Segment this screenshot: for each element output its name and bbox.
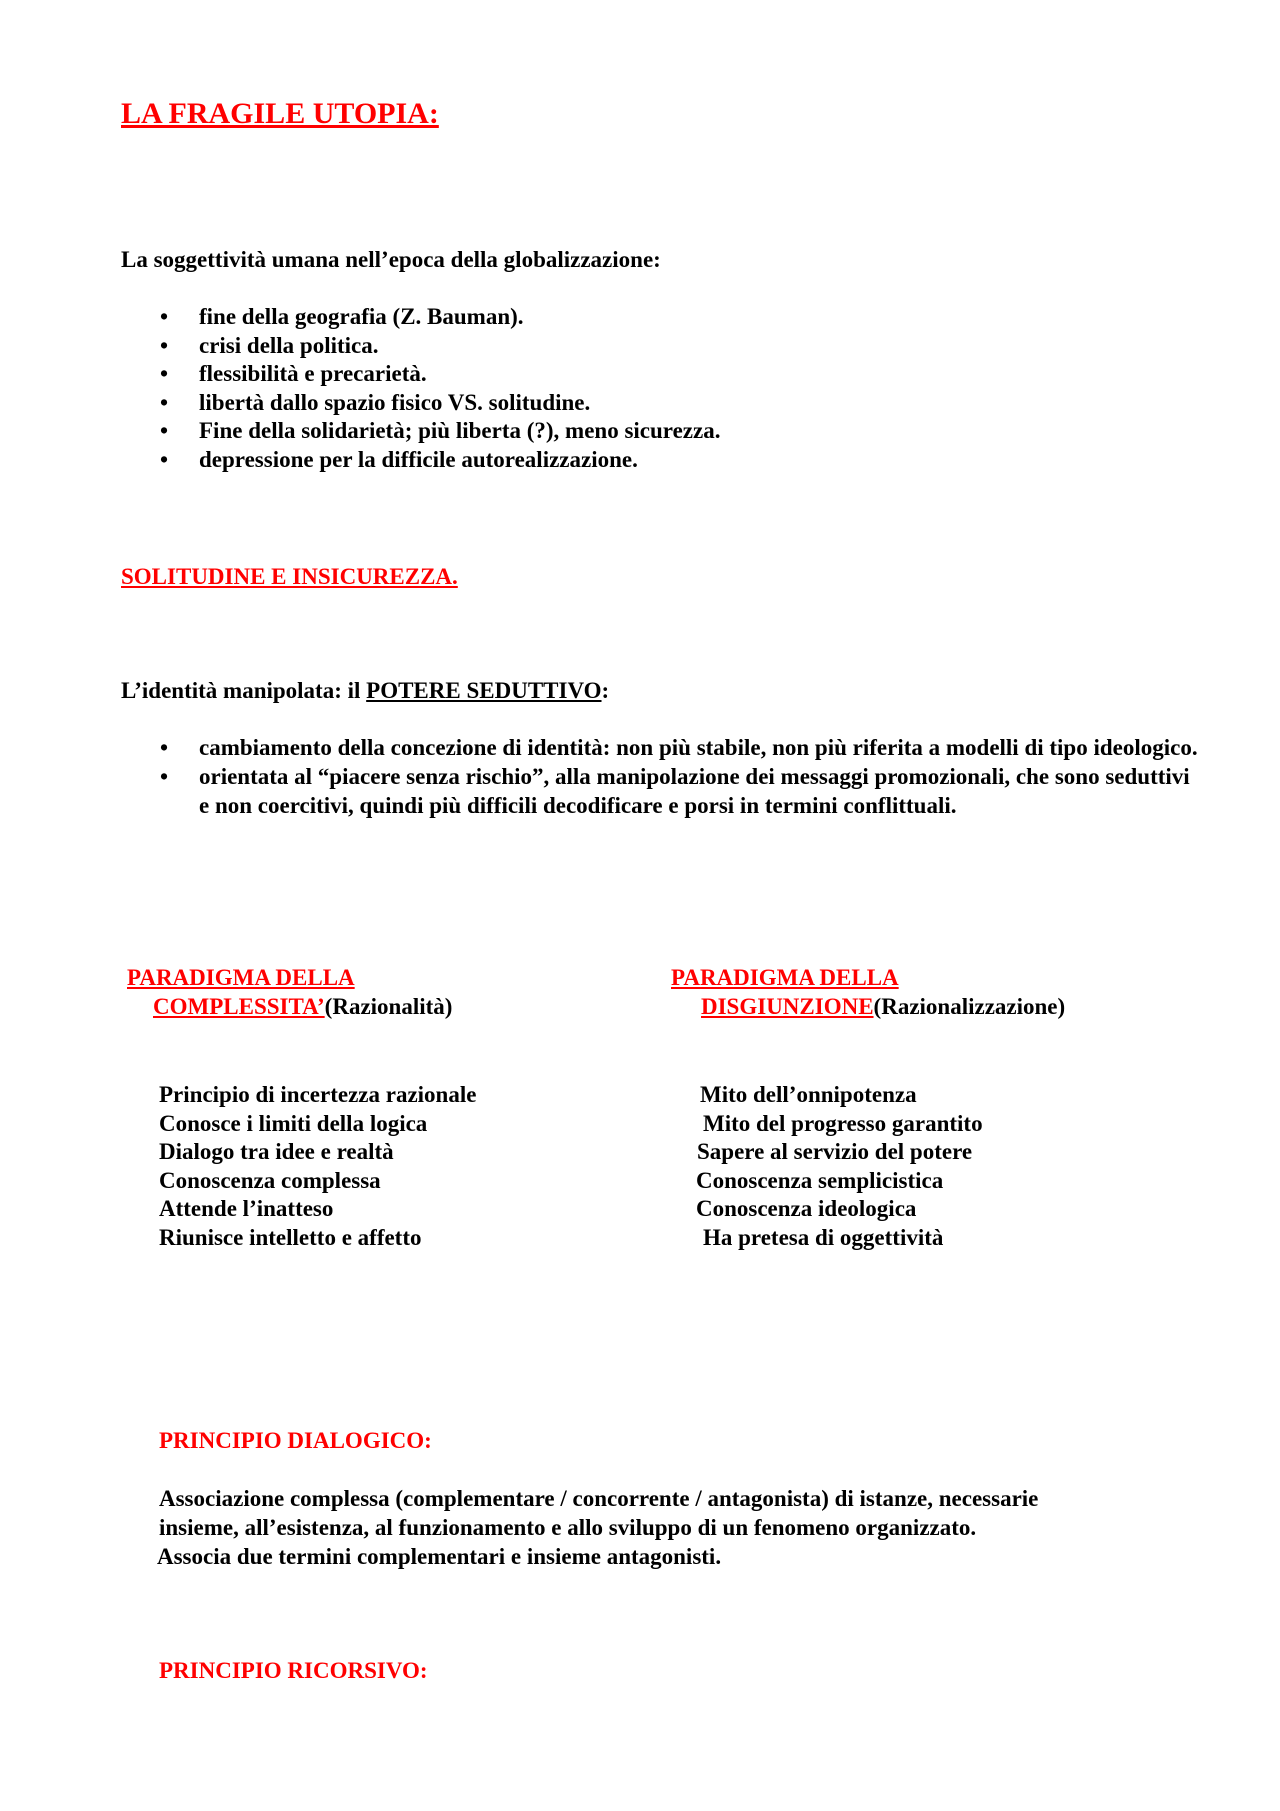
list-item: Conoscenza ideologica — [696, 1196, 917, 1222]
paradigm-right-heading-line2: DISGIUNZIONE(Razionalizzazione) — [701, 994, 1066, 1019]
paradigm-right-heading-line1: PARADIGMA DELLA — [671, 965, 899, 990]
list-item: • crisi della politica. — [160, 332, 379, 358]
principio-dialogico-heading: PRINCIPIO DIALOGICO: — [159, 1428, 432, 1453]
potere-seduttivo-term: POTERE SEDUTTIVO — [366, 678, 602, 703]
list-item: Conosce i limiti della logica — [159, 1110, 428, 1136]
list-item: Ha pretesa di oggettività — [703, 1224, 944, 1250]
list-item: Conoscenza semplicistica — [696, 1167, 944, 1193]
list-item: • fine della geografia (Z. Bauman). — [160, 304, 524, 329]
identity-list — [121, 733, 1199, 820]
principio-dialogico-text — [159, 1484, 1179, 1571]
paragraph-line: Associazione complessa (complementare / concorrente / antagonista) di istanze, necessarie — [159, 1486, 1039, 1511]
globalization-list — [121, 303, 720, 475]
list-item: • depressione per la difficile autorealizzazione. — [160, 446, 638, 472]
paradigm-left-heading-line1: PARADIGMA DELLA — [127, 965, 355, 990]
list-item: Dialogo tra idee e realtà — [159, 1139, 394, 1165]
page-title: LA FRAGILE UTOPIA: — [121, 97, 439, 130]
paragraph-line: Associa due termini complementari e insieme antagonisti. — [157, 1544, 722, 1569]
globalization-intro: La soggettività umana nell’epoca della globalizzazione: — [121, 247, 661, 272]
list-item: • Fine della solidarietà; più liberta (?), meno sicurezza. — [160, 418, 721, 444]
paradigm-right-list — [696, 1081, 983, 1253]
list-item: • cambiamento della concezione di identità: non più stabile, non più riferita a modelli di tipo ideologico. — [160, 735, 1198, 760]
list-item: • flessibilità e precarietà. — [160, 361, 427, 387]
list-item: • libertà dallo spazio fisico VS. solitudine. — [160, 389, 591, 415]
list-item: Attende l’inatteso — [159, 1196, 334, 1222]
paradigm-left-list — [159, 1081, 476, 1253]
list-item: Principio di incertezza razionale — [159, 1082, 477, 1107]
identity-intro: L’identità manipolata: il POTERE SEDUTTIVO: — [121, 678, 610, 703]
list-item: Sapere al servizio del potere — [697, 1139, 973, 1165]
list-item: Mito dell’onnipotenza — [700, 1082, 917, 1107]
list-item: Riunisce intelletto e affetto — [159, 1224, 422, 1250]
list-item: Mito del progresso garantito — [703, 1110, 983, 1136]
paragraph-line: insieme, all’esistenza, al funzionamento e allo sviluppo di un fenomeno organizzato. — [159, 1515, 977, 1540]
list-item: • orientata al “piacere senza rischio”, alla manipolazione dei messaggi promozionali, che sono seduttivi e non coercitivi, quindi più difficili decodificare e porsi in termini conflittuali. — [160, 764, 1190, 818]
principio-ricorsivo-heading: PRINCIPIO RICORSIVO: — [159, 1658, 428, 1683]
paradigm-left-heading-line2: COMPLESSITA’(Razionalità) — [153, 994, 453, 1019]
section-heading-solitudine: SOLITUDINE E INSICUREZZA. — [121, 564, 458, 589]
list-item: Conoscenza complessa — [159, 1167, 381, 1193]
